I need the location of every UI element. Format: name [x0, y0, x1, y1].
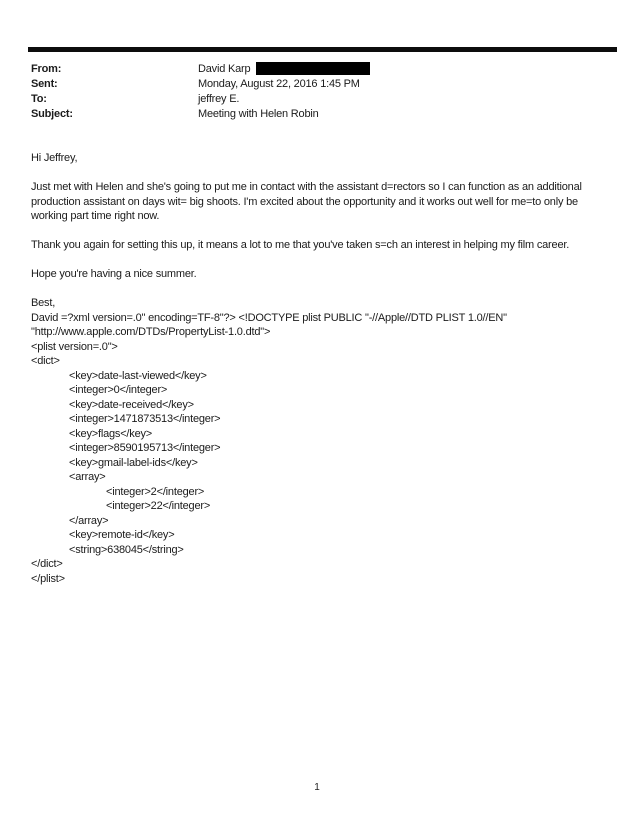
email-body: [31, 151, 609, 586]
header-label-subject: Subject:: [31, 108, 73, 120]
header-label-from: From:: [31, 63, 62, 75]
plist-integer-value: <integer>8590195713</integer>: [69, 442, 221, 454]
sent-datetime: Monday, August 22, 2016 1:45 PM: [198, 78, 360, 90]
plist-key-flags: <key>flags</key>: [69, 427, 153, 440]
header-row-from: [31, 62, 609, 77]
greeting-line: Hi Jeffrey,: [31, 152, 78, 164]
dict-close-tag: </dict>: [31, 558, 63, 570]
array-close-tag: </array>: [69, 514, 109, 527]
header-row-sent: [31, 77, 609, 92]
plist-key-gmail-label-ids: <key>gmail-label-ids</key>: [69, 456, 198, 469]
raw-mime-line: David =?xml version=.0" encoding=TF-8"?> <!DOCTYPE plist PUBLIC "-//Apple//DTD PLIST 1.0//EN": [31, 311, 507, 324]
plist-string-value: <string>638045</string>: [69, 543, 184, 556]
header-row-to: [31, 92, 609, 107]
header-label-to: To:: [31, 93, 47, 105]
plist-close-tag: </plist>: [31, 572, 65, 585]
page-number: 1: [314, 782, 320, 793]
plist-open-tag: <plist version=.0">: [31, 340, 118, 353]
plist-integer-value: <integer>2</integer>: [106, 485, 205, 498]
signoff-line: Best,: [31, 297, 56, 309]
header-label-sent: Sent:: [31, 78, 58, 90]
dict-open-tag: <dict>: [31, 355, 60, 367]
redaction-box: [256, 62, 370, 75]
array-open-tag: <array>: [69, 471, 106, 483]
plist-key-remote-id: <key>remote-id</key>: [69, 529, 175, 541]
recipient-name: jeffrey E.: [198, 93, 240, 105]
plist-key-date-last-viewed: <key>date-last-viewed</key>: [69, 369, 207, 382]
body-paragraph-2: Thank you again for setting this up, it means a lot to me that you've taken s=ch an interest in helping my film career.: [31, 239, 570, 251]
subject-text: Meeting with Helen Robin: [198, 108, 319, 120]
body-paragraph-3: Hope you're having a nice summer.: [31, 268, 197, 280]
plist-integer-value: <integer>22</integer>: [106, 500, 211, 512]
raw-mime-plist-block: [31, 311, 609, 587]
plist-integer-value: <integer>0</integer>: [69, 384, 168, 396]
header-divider-rule: [28, 47, 617, 52]
header-row-subject: [31, 107, 609, 122]
body-paragraph-1: Just met with Helen and she's going to put me in contact with the assistant d=rectors so I can function as an additional production assistant on days wit= big shoots. I'm excited about the opportunity and it works out well for me=to only be working part time right now.: [31, 181, 582, 222]
document-content: [31, 62, 609, 586]
plist-key-date-received: <key>date-received</key>: [69, 398, 194, 411]
plist-integer-value: <integer>1471873513</integer>: [69, 413, 221, 425]
header-value-from: [198, 62, 609, 77]
email-header-block: [31, 62, 609, 122]
sender-name: David Karp: [198, 63, 251, 75]
raw-mime-line: "http://www.apple.com/DTDs/PropertyList-1.0.dtd">: [31, 326, 271, 338]
